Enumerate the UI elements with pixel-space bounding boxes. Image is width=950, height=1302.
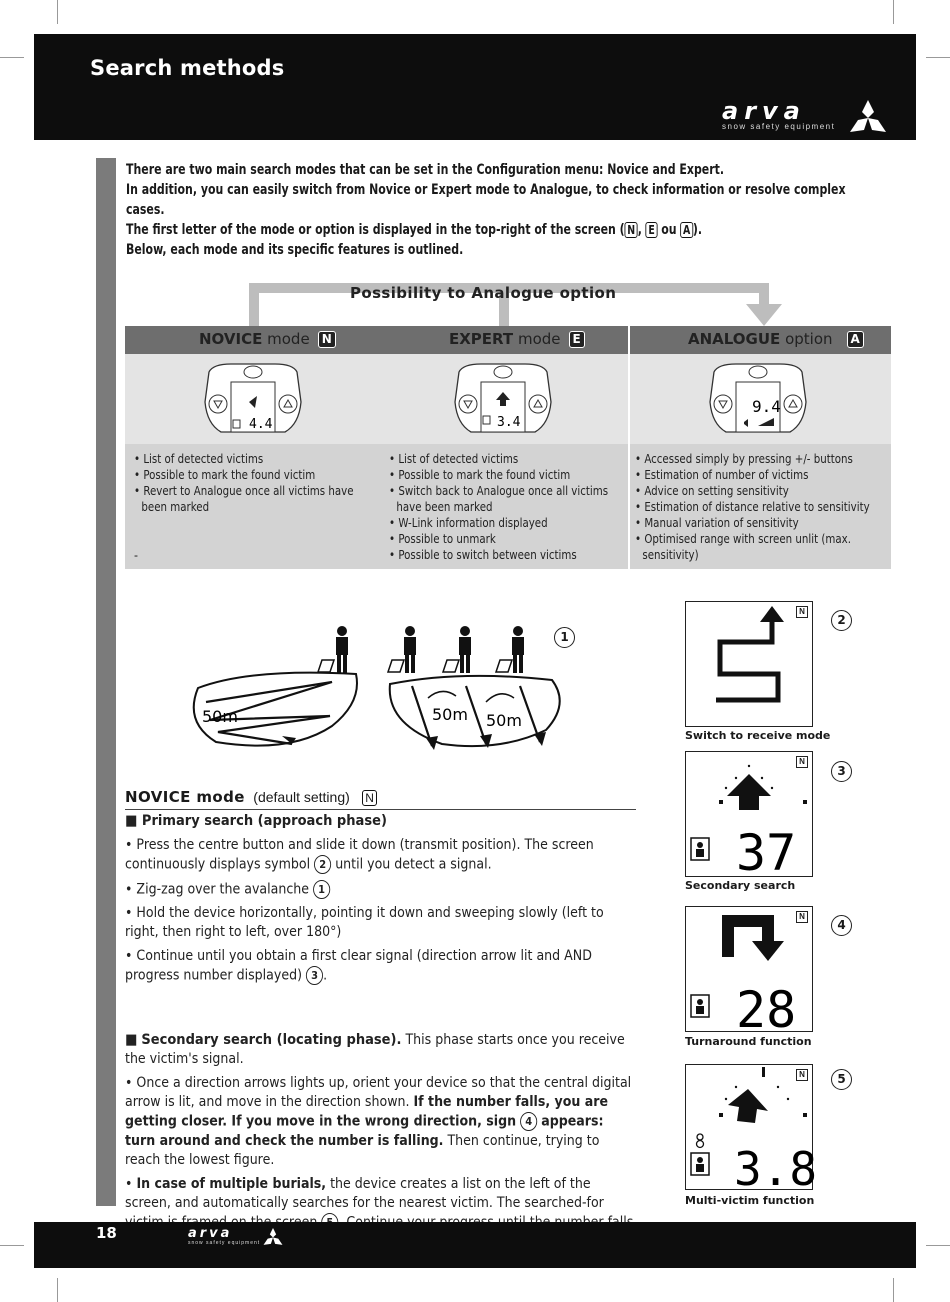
brand-logo <box>722 97 836 131</box>
device-screen-value: 4.4 <box>249 417 273 432</box>
text-segment: until you detect a signal. <box>335 856 492 873</box>
mode-title-rest: mode <box>267 330 310 348</box>
square-bullet-icon: ■ <box>125 1032 138 1048</box>
letter-badge-e: E <box>646 222 658 238</box>
feature-item: • Advice on setting sensitivity <box>635 483 885 499</box>
paragraph <box>125 836 634 875</box>
paragraph <box>125 1074 634 1170</box>
mode-badge: N <box>796 606 808 618</box>
crop-mark <box>57 0 58 24</box>
page-footer <box>34 1222 916 1268</box>
ref-circle: 3 <box>306 966 323 985</box>
searcher-figure-icon <box>318 626 348 673</box>
mode-badge: N <box>796 1069 808 1081</box>
screen-caption: Secondary search <box>685 879 796 892</box>
feature-item: • Possible to unmark <box>389 531 623 547</box>
crop-mark <box>926 1245 950 1246</box>
feature-item: • Estimation of distance relative to sensitivity <box>635 499 885 515</box>
distance-label: 50m <box>432 705 468 724</box>
feature-item: • List of detected victims <box>134 451 380 467</box>
screen-caption: Turnaround function <box>685 1035 812 1048</box>
brand-tagline: snow safety equipment <box>188 1240 261 1246</box>
text-segment: • Continue until you obtain a first clear signal (direction arrow lit and AND progress number displayed) <box>125 948 592 984</box>
screen-callout-3: 3 <box>831 761 852 782</box>
mode-badge: N <box>796 911 808 923</box>
screen-callout-2: 2 <box>831 610 852 631</box>
paragraph <box>125 1031 634 1069</box>
bold-segment: appears: turn around and check the number is falling. <box>125 1113 604 1149</box>
ref-circle: 1 <box>313 880 330 899</box>
text-segment: • Once a direction arrows lights up, orient your device so that the central digital arrow is lit, and move in the direction shown. <box>125 1075 632 1110</box>
bold-segment: In case of multiple burials, <box>136 1175 327 1192</box>
mode-title-analogue <box>688 330 864 348</box>
intro-text <box>126 160 846 260</box>
device-novice-illustration <box>203 362 303 436</box>
section-title-main: NOVICE mode <box>125 788 245 806</box>
distance-readout: 28 <box>736 981 797 1039</box>
primary-search-section <box>125 812 634 991</box>
crop-mark <box>926 57 950 58</box>
side-bar <box>96 158 116 1206</box>
searcher-figure-icon <box>388 626 416 673</box>
crop-mark <box>893 1278 894 1302</box>
feature-item: • Possible to mark the found victim <box>389 467 623 483</box>
text-segment: This phase starts once you receive the victim's signal. <box>125 1032 625 1067</box>
intro-line: In addition, you can easily switch from Novice or Expert mode to Analogue, to check information or resolve complex cases. <box>126 182 846 218</box>
device-expert-illustration <box>453 362 553 436</box>
distance-label: 50m <box>202 707 238 726</box>
brand-tagline: snow safety equipment <box>722 122 836 131</box>
mode-title-main: ANALOGUE <box>688 330 781 348</box>
analogue-feature-list <box>635 451 885 563</box>
heading-text: Secondary search (locating phase). <box>141 1032 402 1048</box>
mode-badge: E <box>569 331 585 348</box>
screen-multi-victim <box>685 1064 818 1196</box>
footer-snowflake-logo-icon <box>262 1227 284 1247</box>
distance-readout: 37 <box>736 824 797 882</box>
feature-item: • Manual variation of sensitivity <box>635 515 885 531</box>
novice-section-title <box>125 788 636 810</box>
mode-badge: N <box>318 331 336 348</box>
letter-badge-n: N <box>625 222 638 238</box>
screen-caption: Multi-victim function <box>685 1194 815 1207</box>
crop-mark <box>0 57 24 58</box>
searcher-figure-icon <box>496 626 524 673</box>
mode-title-rest: mode <box>517 330 561 348</box>
column-divider <box>628 326 630 569</box>
screen-turnaround <box>685 906 813 1039</box>
distance-readout: 3.8 <box>734 1142 818 1196</box>
screen-secondary-search <box>685 751 813 882</box>
analogue-banner-label: Possibility to Analogue option <box>350 284 617 302</box>
brand-logo-word: arva <box>722 97 806 125</box>
direction-arrow-icon <box>686 752 812 882</box>
feature-item: • Possible to switch between victims <box>389 547 623 563</box>
device-analogue-illustration <box>708 362 808 436</box>
footer-brand-logo <box>188 1228 260 1246</box>
feature-item: • Revert to Analogue once all victims have been marked <box>134 483 380 515</box>
feature-item: • Accessed simply by pressing +/- buttons <box>635 451 885 467</box>
paragraph: • Hold the device horizontally, pointing it down and sweeping slowly (left to right, then right to left, over 180°) <box>125 905 604 940</box>
text-segment: . <box>323 967 328 984</box>
heading-text: Primary search (approach phase) <box>141 813 387 829</box>
feature-item: • W-Link information displayed <box>389 515 623 531</box>
screen-caption: Switch to receive mode <box>685 729 831 742</box>
expert-feature-list <box>389 451 623 563</box>
paragraph <box>125 947 634 986</box>
bold-segment: If the number falls, you are getting closer. If you move in the wrong direction, sign <box>125 1094 609 1130</box>
text-segment: the device creates a list on the left of the screen, and automatically searches for the nearest victim. The searched-for <box>125 1175 604 1211</box>
feature-dash: - <box>134 548 138 562</box>
searcher-figure-icon <box>443 626 471 673</box>
intro-text-segment: , <box>637 222 642 238</box>
screen-callout-5: 5 <box>831 1069 852 1090</box>
ref-circle: 2 <box>314 855 331 874</box>
zigzag-path-icon <box>686 602 812 726</box>
brand-logo-word: arva <box>188 1226 233 1241</box>
crop-mark <box>57 1278 58 1302</box>
crop-mark <box>0 1245 24 1246</box>
intro-line: Below, each mode and its specific features is outlined. <box>126 242 464 258</box>
letter-badge-a: A <box>680 222 692 238</box>
paragraph <box>125 880 634 900</box>
novice-feature-list <box>134 451 380 515</box>
mode-title-novice <box>199 330 336 348</box>
mode-badge: N <box>362 790 377 806</box>
section-title-sub: (default setting) <box>253 789 350 805</box>
screen-callout-4: 4 <box>831 915 852 936</box>
mode-badge: A <box>847 331 864 348</box>
intro-text-segment: ou <box>661 222 677 238</box>
text-segment: • Zig-zag over the avalanche <box>125 881 310 897</box>
primary-search-heading <box>125 812 634 831</box>
snowflake-logo-icon <box>848 98 888 136</box>
distance-label: 50m <box>486 711 522 730</box>
intro-line: There are two main search modes that can be set in the Configuration menu: Novice and Expert. <box>126 162 725 178</box>
feature-item: • Possible to mark the found victim <box>134 467 380 483</box>
square-bullet-icon: ■ <box>125 813 138 829</box>
diagram-callout-1: 1 <box>554 627 575 648</box>
intro-line <box>126 220 846 240</box>
mode-title-expert <box>449 330 585 348</box>
text-segment: Then continue, trying to reach the lowest figure. <box>125 1132 600 1168</box>
direction-arrow-icon <box>686 1065 818 1196</box>
feature-item: • Estimation of number of victims <box>635 467 885 483</box>
ref-circle: 4 <box>520 1112 537 1131</box>
mode-title-main: EXPERT <box>449 330 514 348</box>
page-title: Search methods <box>90 56 285 80</box>
feature-item: • List of detected victims <box>389 451 623 467</box>
device-screen-value: 3.4 <box>497 415 521 430</box>
mode-badge: N <box>796 756 808 768</box>
screen-receive-mode <box>685 601 813 727</box>
text-segment: • Press the centre button and slide it down (transmit position). The screen continuously displays symbol <box>125 837 594 873</box>
page-number: 18 <box>96 1224 117 1242</box>
intro-text-segment: ). <box>692 222 703 238</box>
paragraph: • In case of multiple burials, the device creates a list on the left of the screen, and automatically searches for the nearest victim. The searched-for <box>125 1175 634 1252</box>
feature-item: • Optimised range with screen unlit (max. sensitivity) <box>635 531 885 563</box>
feature-item: • Switch back to Analogue once all victims have been marked <box>389 483 623 515</box>
turnaround-arrow-icon <box>686 907 812 1039</box>
mode-title-rest: option <box>785 330 833 348</box>
crop-mark <box>893 0 894 24</box>
intro-text-segment: The first letter of the mode or option is displayed in the top-right of the screen ( <box>126 222 625 238</box>
device-screen-value: 9.4 <box>752 397 781 416</box>
search-pattern-diagram <box>180 622 600 772</box>
mode-title-main: NOVICE <box>199 330 263 348</box>
